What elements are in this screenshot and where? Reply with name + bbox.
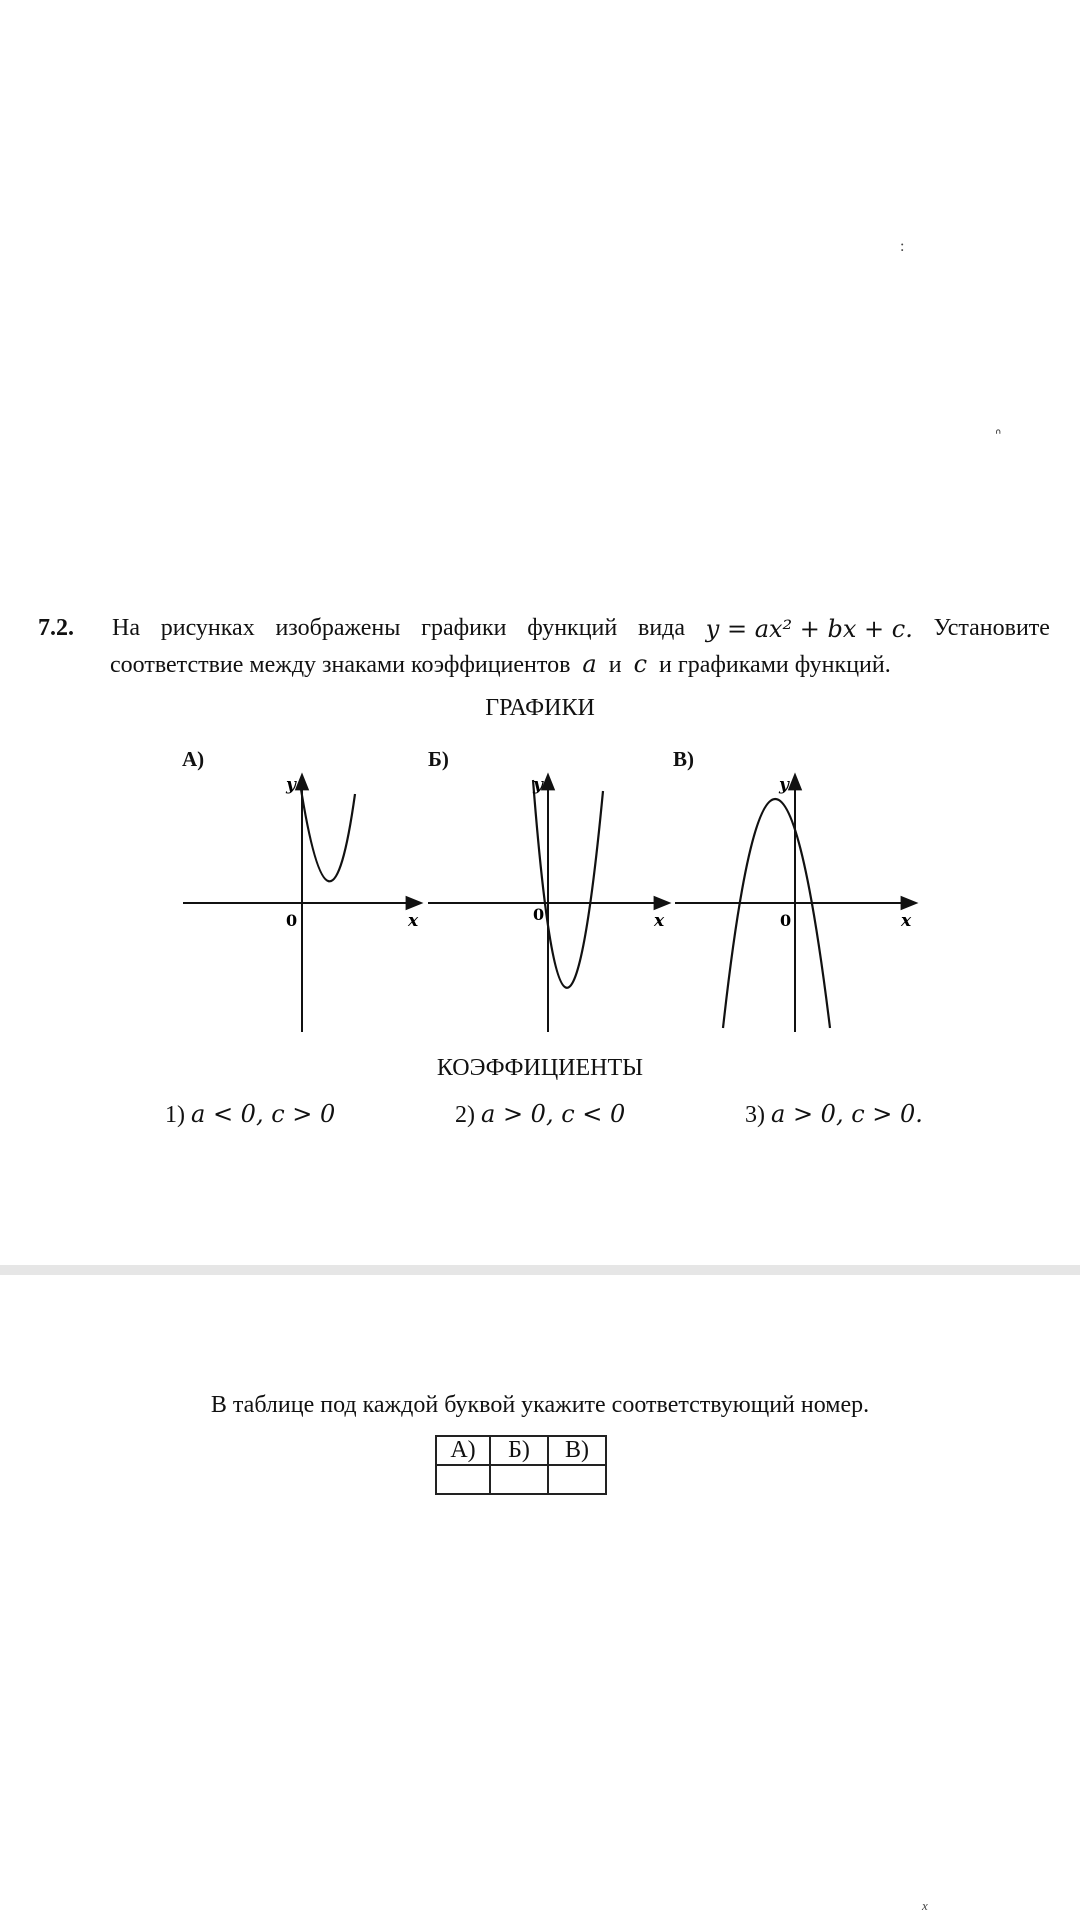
- answer-cell-v[interactable]: [548, 1465, 606, 1494]
- option-condition: a < 0, c > 0: [191, 1100, 336, 1128]
- variable-a: a: [582, 650, 597, 678]
- origin-label: 0: [780, 911, 792, 930]
- word: Установите: [933, 615, 1050, 641]
- x-axis-label: x: [654, 911, 665, 931]
- parabola-curve: [300, 783, 355, 881]
- answer-table: [435, 1435, 607, 1495]
- variable-c: c: [633, 650, 648, 678]
- table-header-cell: Б): [490, 1436, 548, 1465]
- origin-label: 0: [533, 905, 545, 924]
- answer-cell-a[interactable]: [436, 1465, 490, 1494]
- y-axis-label: y: [779, 775, 789, 795]
- page-divider: [0, 1265, 1080, 1275]
- word: функций: [527, 615, 618, 641]
- table-header-row: [436, 1436, 606, 1465]
- word: изображены: [275, 615, 401, 641]
- option-condition: a > 0, c > 0.: [771, 1100, 923, 1128]
- coefficients-heading: КОЭФФИЦИЕНТЫ: [436, 1055, 644, 1081]
- word: рисунках: [160, 615, 255, 641]
- table-header-cell: А): [436, 1436, 490, 1465]
- scan-speck: x: [922, 1898, 928, 1913]
- conjunction: и: [608, 652, 622, 678]
- scan-speck: :: [900, 238, 905, 255]
- option-number: 3): [745, 1102, 765, 1128]
- x-axis-label: x: [408, 911, 419, 931]
- formula: y = ax² + bx + c.: [705, 615, 913, 643]
- x-axis-label: x: [901, 911, 912, 931]
- parabola-curve: [533, 780, 603, 988]
- instruction-text: В таблице под каждой буквой укажите соответствующий номер.: [210, 1392, 870, 1418]
- y-axis-label: y: [286, 775, 296, 795]
- word: На: [112, 615, 140, 641]
- table-header-cell: В): [548, 1436, 606, 1465]
- origin-label: 0: [286, 911, 298, 930]
- graph-v: [675, 775, 915, 1032]
- y-axis-label: y: [533, 775, 543, 795]
- graph-label-v: В): [673, 747, 694, 771]
- option-condition: a > 0, c < 0: [481, 1100, 626, 1128]
- graphs-heading: ГРАФИКИ: [485, 695, 595, 721]
- option-number: 2): [455, 1102, 475, 1128]
- coefficient-option-3: [745, 1100, 923, 1129]
- table-answer-row: [436, 1465, 606, 1494]
- text-part: и графиками функций.: [659, 652, 891, 678]
- graph-label-a: А): [182, 747, 205, 771]
- answer-cell-b[interactable]: [490, 1465, 548, 1494]
- parabola-curve: [723, 799, 830, 1028]
- scan-speck: ᐢ: [995, 427, 1002, 444]
- word: вида: [637, 615, 686, 641]
- graph-a: [183, 775, 420, 1032]
- coefficient-option-1: [165, 1100, 335, 1129]
- word: графики: [421, 615, 507, 641]
- problem-number: 7.2.: [38, 615, 74, 641]
- coefficient-option-2: [455, 1100, 625, 1129]
- graph-b: [428, 775, 668, 1032]
- graph-label-b: Б): [428, 747, 449, 771]
- text-part: соответствие между знаками коэффициентов: [110, 652, 571, 678]
- option-number: 1): [165, 1102, 185, 1128]
